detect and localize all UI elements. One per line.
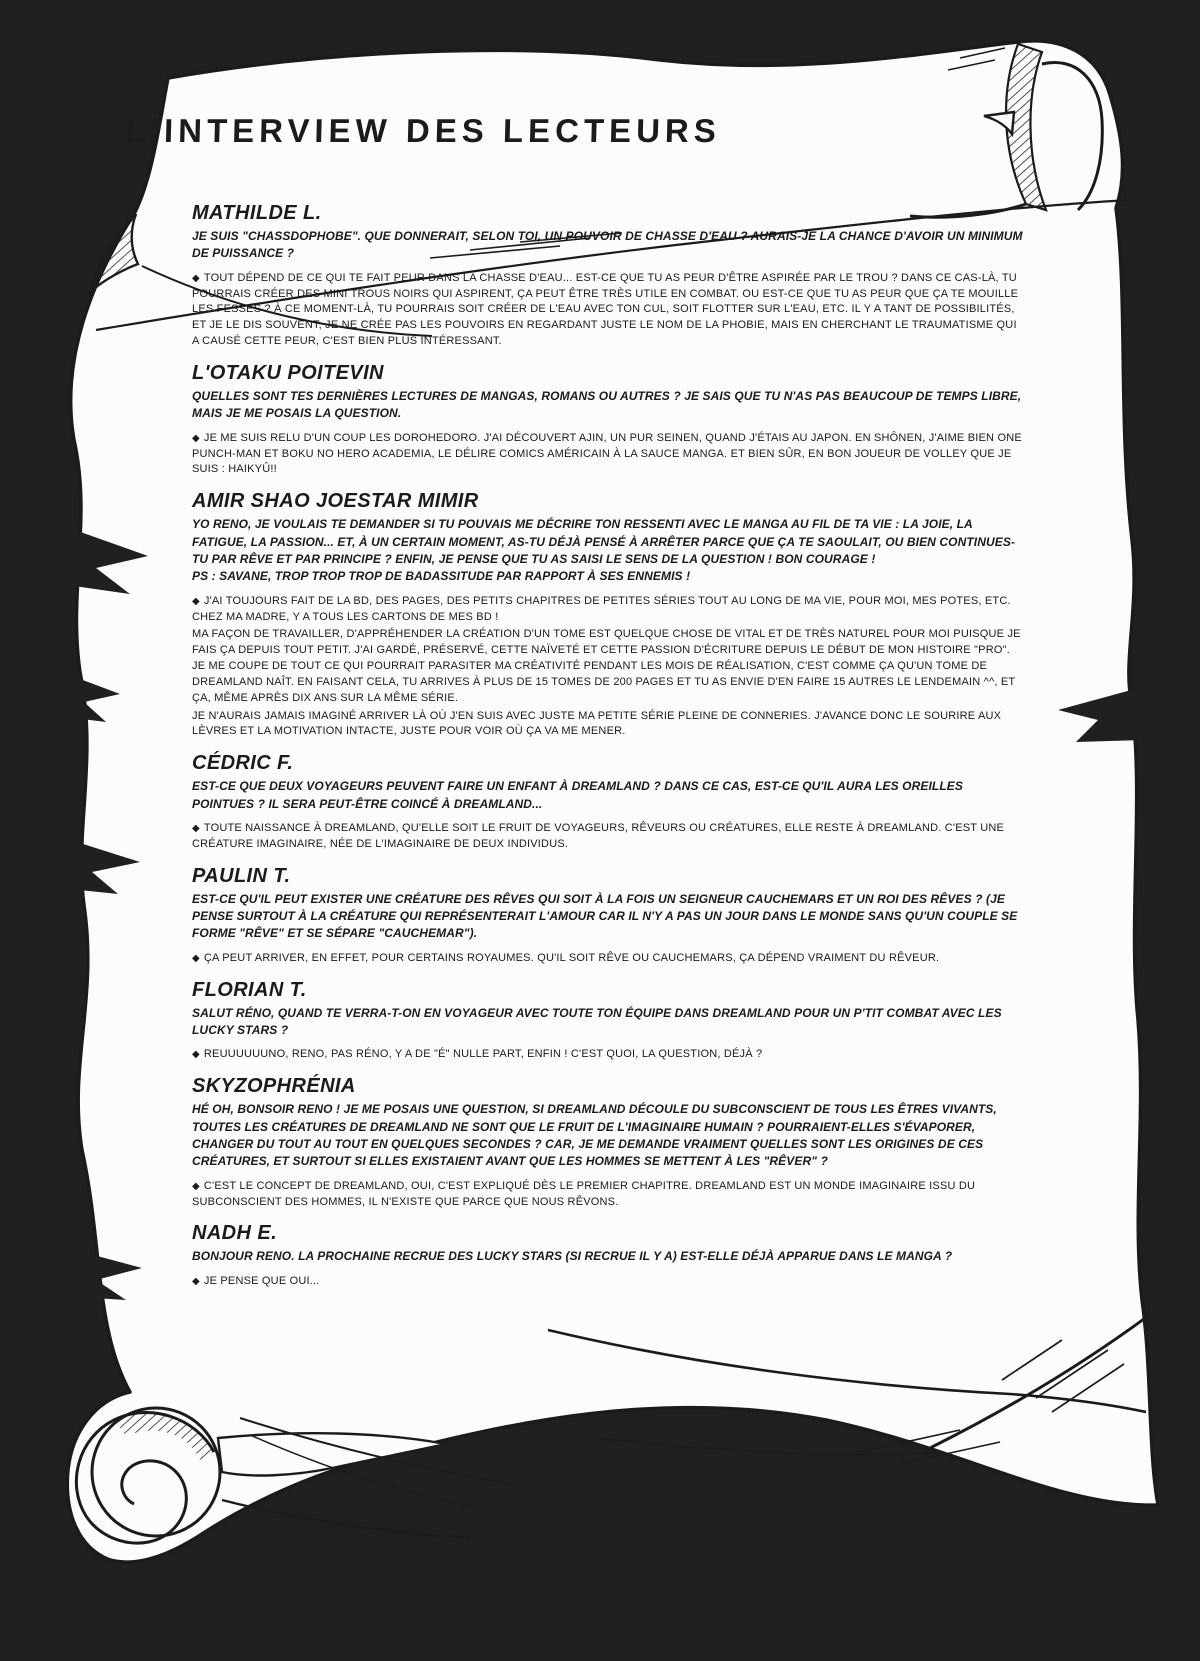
question-paragraph: EST-CE QU'IL PEUT EXISTER UNE CRÉATURE DES RÊVES QUI SOIT À LA FOIS UN SEIGNEUR CAUCHEMARS ET UN ROI DES RÊVES ? (JE PENSE SURTOUT À LA CRÉATURE QUI REPRÉSENTERAIT L'AMOUR CAR IL N'Y A PAS UN JOUR DANS LE MONDE SANS QU'UN COUPLE SE FORME "RÊVE" ET SE SÉPARE "CAUCHEMAR").	[192, 891, 1018, 941]
author-answer	[192, 1179, 1024, 1211]
answer-text: ÇA PEUT ARRIVER, EN EFFET, POUR CERTAINS ROYAUMES. QU'IL SOIT RÊVE OU CAUCHEMARS, ÇA DÉPEND VRAIMENT DU RÊVEUR.	[203, 951, 940, 964]
reader-name: PAULIN T.	[192, 864, 291, 887]
answer-text: C'EST LE CONCEPT DE DREAMLAND, OUI, C'EST EXPLIQUÉ DÈS LE PREMIER CHAPITRE. DREAMLAND EST UN MONDE IMAGINAIRE ISSU DU SUBCONSCIENT DES HOMMES, IL N'EXISTE QUE PARCE QUE NOUS RÊVONS.	[192, 1179, 976, 1208]
reader-question	[192, 1005, 1024, 1040]
answer-diamond-icon: ◆	[192, 1180, 200, 1192]
reader-question	[192, 778, 1024, 813]
question-paragraph: HÉ OH, BONSOIR RENO ! JE ME POSAIS UNE QUESTION, SI DREAMLAND DÉCOULE DU SUBCONSCIENT DE TOUS LES ÊTRES VIVANTS, TOUTES LES CRÉATURES DE DREAMLAND NE SONT QUE LE FRUIT DE L'IMAGINAIRE HUMAIN ? POURRAIENT-ELLES S'ÉVAPORER, CHANGER DU TOUT AU TOUT EN QUELQUES SECONDES ? CAR, JE ME DEMANDE VRAIMENT QUELLES SONT LES ORIGINES DE CES CRÉATURES, ET SURTOUT SI ELLES EXISTAIENT AVANT QUE LES HOMMES SE METTENT À LES "RÊVER" ?	[192, 1102, 997, 1169]
answer-paragraph	[192, 594, 1024, 626]
interview-section	[192, 362, 1024, 478]
reader-question	[192, 516, 1024, 586]
interview-section	[192, 1075, 1024, 1210]
reader-question	[192, 891, 1024, 943]
question-paragraph: BONJOUR RENO. LA PROCHAINE RECRUE DES LUCKY STARS (SI RECRUE IL Y A) EST-ELLE DÉJÀ APPARUE DANS LE MANGA ?	[192, 1249, 953, 1264]
answer-text: REUUUUUUNO, RENO, PAS RÉNO, Y A DE "É" NULLE PART, ENFIN ! C'EST QUOI, LA QUESTION, DÉJÀ ?	[203, 1048, 763, 1061]
interview-section	[192, 1222, 1024, 1289]
answer-diamond-icon: ◆	[192, 432, 200, 444]
question-paragraph: YO RENO, JE VOULAIS TE DEMANDER SI TU POUVAIS ME DÉCRIRE TON RESSENTI AVEC LE MANGA AU FIL DE TA VIE : LA JOIE, LA FATIGUE, LA PASSION... ET, À UN CERTAIN MOMENT, AS-TU DÉJÀ PENSÉ À ARRÊTER PARCE QUE ÇA TE SAOULAIT, OU BIEN CONTINUES-TU PAR RÊVE ET PAR PRINCIPE ? ENFIN, JE PENSE QUE TU AS SAISI LE SENS DE LA QUESTION ! BON COURAGE !	[192, 517, 1016, 566]
reader-question	[192, 1248, 1024, 1265]
answer-diamond-icon: ◆	[192, 1275, 200, 1287]
interview-section	[192, 752, 1024, 852]
reader-name: L'OTAKU POITEVIN	[192, 361, 384, 384]
interview-section	[192, 490, 1024, 740]
reader-name: AMIR SHAO JOESTAR MIMIR	[192, 490, 479, 513]
answer-text: JE ME SUIS RELU D'UN COUP LES DOROHEDORO. J'AI DÉCOUVERT AJIN, UN PUR SEINEN, QUAND J'ÉTAIS AU JAPON. EN SHÔNEN, J'AIME BIEN ONE PUNCH-MAN ET BOKU NO HERO ACADEMIA, LE DÉLIRE COMICS AMÉRICAIN À LA SAUCE MANGA. ET BIEN SÛR, EN BON JOUEUR DE VOLLEY QUE JE SUIS : HAIKYÛ!!	[192, 431, 1022, 476]
answer-text: TOUTE NAISSANCE À DREAMLAND, QU'ELLE SOIT LE FRUIT DE VOYAGEURS, RÊVEURS OU CRÉATURES, ELLE RESTE À DREAMLAND. C'EST UNE CRÉATURE IMAGINAIRE, NÉE DE L'IMAGINAIRE DE DEUX INDIVIDUS.	[192, 821, 1005, 850]
answer-paragraph	[192, 1179, 1024, 1211]
answer-diamond-icon: ◆	[192, 822, 200, 834]
answer-paragraph	[192, 1047, 1024, 1063]
answer-paragraph	[192, 1274, 1024, 1290]
author-answer	[192, 821, 1024, 853]
interview-section	[192, 979, 1024, 1064]
interview-section	[192, 202, 1024, 350]
answer-paragraph	[192, 271, 1024, 350]
answer-paragraph: MA FAÇON DE TRAVAILLER, D'APPRÉHENDER LA CRÉATION D'UN TOME EST QUELQUE CHOSE DE VITAL ET DE TRÈS NATUREL POUR MOI PUISQUE JE FAIS ÇA DEPUIS TOUT PETIT. J'AI GARDÉ, PRÉSERVÉ, CETTE NAÏVETÉ ET CETTE PASSION D'ÉCRITURE DEPUIS LE DÉBUT DE MON HISTOIRE "PRO". JE ME COUPE DE TOUT CE QUI POURRAIT PARASITER MA CRÉATIVITÉ PENDANT LES MOIS DE RÉALISATION, C'EST COMME ÇA QU'UN TOME DE DREAMLAND NAÎT. EN FAISANT CELA, TU ARRIVES À PLUS DE 15 TOMES DE 200 PAGES ET TU AS ENVIE D'EN FAIRE 15 AUTRES LE LENDEMAIN ^^, ET ÇA, MÊME APRÈS DIX ANS SUR LA MÊME SÉRIE.	[192, 628, 1021, 704]
answer-diamond-icon: ◆	[192, 1049, 200, 1061]
answer-diamond-icon: ◆	[192, 272, 200, 284]
reader-question	[192, 228, 1024, 263]
answer-diamond-icon: ◆	[192, 952, 200, 964]
question-paragraph: EST-CE QUE DEUX VOYAGEURS PEUVENT FAIRE UN ENFANT À DREAMLAND ? DANS CE CAS, EST-CE QU'IL AURA LES OREILLES POINTUES ? IL SERA PEUT-ÊTRE COINCÉ À DREAMLAND...	[192, 779, 963, 811]
reader-name: NADH E.	[192, 1222, 278, 1245]
interview-content	[192, 202, 1024, 1302]
answer-text: J'AI TOUJOURS FAIT DE LA BD, DES PAGES, DES PETITS CHAPITRES DE PETITES SÉRIES TOUT AU LONG DE MA VIE, POUR MOI, MES POTES, ETC. CHEZ MA MADRE, Y A TOUS LES CARTONS DE MES BD !	[192, 594, 1011, 623]
reader-name: MATHILDE L.	[192, 202, 322, 224]
author-answer	[192, 271, 1024, 350]
reader-name: CÉDRIC F.	[192, 752, 294, 775]
interview-section	[192, 865, 1024, 967]
answer-diamond-icon: ◆	[192, 595, 200, 607]
answer-paragraph	[192, 951, 1024, 967]
answer-paragraph	[192, 821, 1024, 853]
reader-question	[192, 388, 1024, 423]
reader-name: SKYZOPHRÉNIA	[192, 1075, 356, 1098]
question-paragraph: QUELLES SONT TES DERNIÈRES LECTURES DE MANGAS, ROMANS OU AUTRES ? JE SAIS QUE TU N'AS PAS BEAUCOUP DE TEMPS LIBRE, MAIS JE ME POSAIS LA QUESTION.	[192, 388, 1022, 421]
question-paragraph: PS : SAVANE, TROP TROP TROP DE BADASSITUDE PAR RAPPORT À SES ENNEMIS !	[192, 569, 691, 584]
question-paragraph: SALUT RÉNO, QUAND TE VERRA-T-ON EN VOYAGEUR AVEC TOUTE TON ÉQUIPE DANS DREAMLAND POUR UN P'TIT COMBAT AVEC LES LUCKY STARS ?	[192, 1005, 1002, 1038]
question-paragraph: JE SUIS "CHASSDOPHOBE". QUE DONNERAIT, SELON TOI, UN POUVOIR DE CHASSE D'EAU ? AURAIS-JE LA CHANCE D'AVOIR UN MINIMUM DE PUISSANCE ?	[192, 229, 1023, 261]
answer-paragraph	[192, 431, 1024, 478]
author-answer	[192, 1274, 1024, 1290]
author-answer	[192, 594, 1024, 740]
answer-text: TOUT DÉPEND DE CE QUI TE FAIT PEUR DANS LA CHASSE D'EAU... EST-CE QUE TU AS PEUR D'ÊTRE ASPIRÉE PAR LE TROU ? DANS CE CAS-LÀ, TU POURRAIS CRÉER DES MINI TROUS NOIRS QUI ASPIRENT, ÇA PEUT ÊTRE TRÈS UTILE EN COMBAT. OU EST-CE QUE TU AS PEUR QUE ÇA TE MOUILLE LES FESSES ? À CE MOMENT-LÀ, TU POURRAIS SOIT CRÉER DE L'EAU AVEC TON CUL, SOIT FLOTTER SUR L'EAU, ETC. IL Y A TANT DE POSSIBILITÉS, ET JE LE DIS SOUVENT, JE NE CRÉE PAS LES POUVOIRS EN REGARDANT JUSTE LE NOM DE LA PHOBIE, MAIS EN CHERCHANT LE TRAUMATISME QUI A CAUSÉ CETTE PEUR, C'EST BIEN PLUS INTÉRESSANT.	[192, 271, 1019, 348]
author-answer	[192, 431, 1024, 478]
author-answer	[192, 1047, 1024, 1063]
page-title: L'INTERVIEW DES LECTEURS	[125, 112, 722, 149]
answer-paragraph: JE N'AURAIS JAMAIS IMAGINÉ ARRIVER LÀ OÙ J'EN SUIS AVEC JUSTE MA PETITE SÉRIE PLEINE DE CONNERIES. J'AVANCE DONC LE SOURIRE AUX LÈVRES ET LA MOTIVATION INTACTE, JUSTE POUR VOIR OÙ ÇA VA ME MENER.	[192, 709, 1002, 738]
author-answer	[192, 951, 1024, 967]
answer-text: JE PENSE QUE OUI...	[203, 1274, 320, 1287]
reader-question	[192, 1101, 1024, 1171]
reader-name: FLORIAN T.	[192, 978, 307, 1001]
